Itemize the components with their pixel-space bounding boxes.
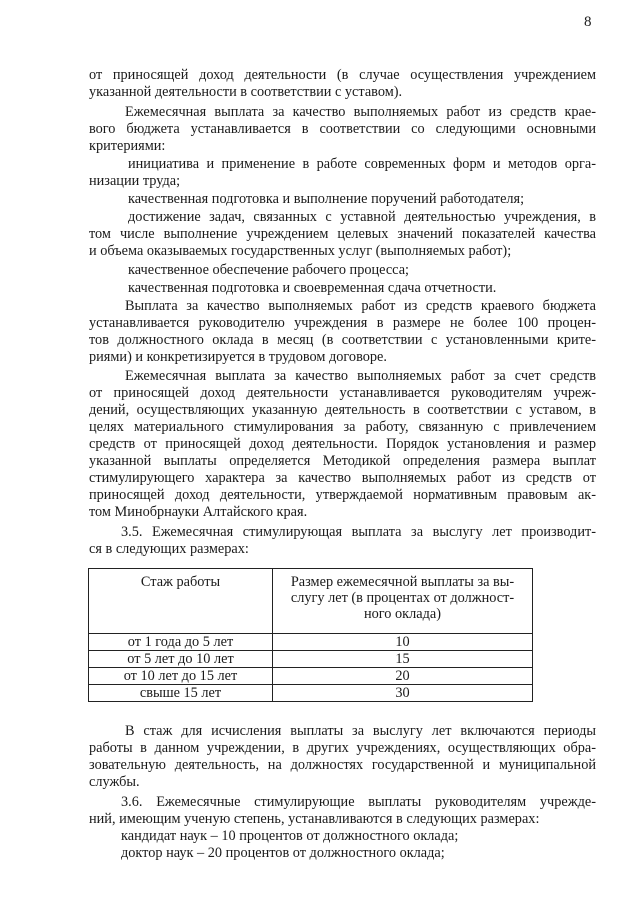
paragraph-line: В стаж для исчисления выплаты за выслугу лет включаются периоды xyxy=(125,723,596,739)
table-row xyxy=(89,668,533,685)
paragraph-line: зовательную деятельность, на должностях государственной и муниципальной xyxy=(89,757,596,773)
table-header-cell xyxy=(273,569,533,634)
table-row xyxy=(89,651,533,668)
criterion-line: качественная подготовка и выполнение поручений работодателя; xyxy=(128,191,525,207)
paragraph-line: Выплата за качество выполняемых работ из средств краевого бюджета xyxy=(125,298,596,314)
table-cell-period: от 5 лет до 10 лет xyxy=(89,651,273,668)
paragraph-line: от приносящей доход деятельности (в случае осуществления учреждением xyxy=(89,67,596,83)
table-cell-period: от 10 лет до 15 лет xyxy=(89,668,273,685)
paragraph-line: средств от приносящей доход деятельности. Порядок установления и размер xyxy=(89,436,596,452)
page-number: 8 xyxy=(584,14,592,30)
criterion-line: и объема оказываемых государственных услуг (выполняемых работ); xyxy=(89,243,512,259)
criterion-line: качественная подготовка и своевременная сдача отчетности. xyxy=(128,280,497,296)
paragraph-line: 3.5. Ежемесячная стимулирующая выплата за выслугу лет производит- xyxy=(121,524,596,540)
table-cell-percent: 15 xyxy=(273,651,533,668)
paragraph-line: указанной выплаты определяется Методикой определения размера выплат xyxy=(89,453,596,469)
table-header-row xyxy=(89,569,533,634)
table-header-cell: Стаж работы xyxy=(89,569,273,634)
seniority-table xyxy=(88,568,533,702)
criterion-line: качественное обеспечение рабочего процесса; xyxy=(128,262,410,278)
table-cell-period: свыше 15 лет xyxy=(89,685,273,702)
paragraph-line: целях материального стимулирования за работу, связанную с привлечением xyxy=(89,419,596,435)
table-row xyxy=(89,634,533,651)
paragraph-line: стимулирующего характера за качество выполняемых работ из средств от xyxy=(89,470,596,486)
paragraph-line: от приносящей доход деятельности устанавливается руководителям учреж- xyxy=(89,385,596,401)
degree-line: доктор наук – 20 процентов от должностного оклада; xyxy=(121,845,445,861)
paragraph-line: дений, осуществляющих указанную деятельность в соответствии с уставом, в xyxy=(89,402,596,418)
table-cell-percent: 20 xyxy=(273,668,533,685)
criterion-line: низации труда; xyxy=(89,173,181,189)
paragraph-line: ся в следующих размерах: xyxy=(89,541,249,557)
paragraph-line: ний, имеющим ученую степень, устанавливаются в следующих размерах: xyxy=(89,811,540,827)
header-line: слугу лет (в процентах от должност- xyxy=(290,590,515,606)
table-cell-percent: 30 xyxy=(273,685,533,702)
paragraph-line: устанавливается руководителю учреждения в размере не более 100 процен- xyxy=(89,315,596,331)
degree-line: кандидат наук – 10 процентов от должностного оклада; xyxy=(121,828,459,844)
paragraph-line: 3.6. Ежемесячные стимулирующие выплаты руководителям учрежде- xyxy=(121,794,596,810)
table-cell-percent: 10 xyxy=(273,634,533,651)
paragraph-line: вого бюджета устанавливается в соответствии со следующими основными xyxy=(89,121,596,137)
paragraph-line: риями) и конкретизируется в трудовом договоре. xyxy=(89,349,387,365)
header-line: Размер ежемесячной выплаты за вы- xyxy=(290,574,515,590)
criterion-line: том числе выполнение учреждением целевых значений показателей качества xyxy=(89,226,596,242)
paragraph-line: тов должностного оклада в месяц (в соответствии с установленными крите- xyxy=(89,332,596,348)
paragraph-line: приносящей доход деятельности, утверждаемой нормативным правовым ак- xyxy=(89,487,596,503)
paragraph-line: Ежемесячная выплата за качество выполняемых работ за счет средств xyxy=(125,368,596,384)
paragraph-line: указанной деятельности в соответствии с уставом). xyxy=(89,84,403,100)
header-line: ного оклада) xyxy=(364,606,441,622)
criterion-line: достижение задач, связанных с уставной деятельностью учреждения, в xyxy=(128,209,596,225)
table-row xyxy=(89,685,533,702)
table-cell-period: от 1 года до 5 лет xyxy=(89,634,273,651)
paragraph-line: работы в данном учреждении, в других учреждениях, осуществляющих обра- xyxy=(89,740,596,756)
paragraph-line: Ежемесячная выплата за качество выполняемых работ из средств крае- xyxy=(125,104,596,120)
paragraph-line: службы. xyxy=(89,774,140,790)
paragraph-line: том Минобрнауки Алтайского края. xyxy=(89,504,308,520)
paragraph-line: критериями: xyxy=(89,138,166,154)
criterion-line: инициатива и применение в работе современных форм и методов орга- xyxy=(128,156,596,172)
